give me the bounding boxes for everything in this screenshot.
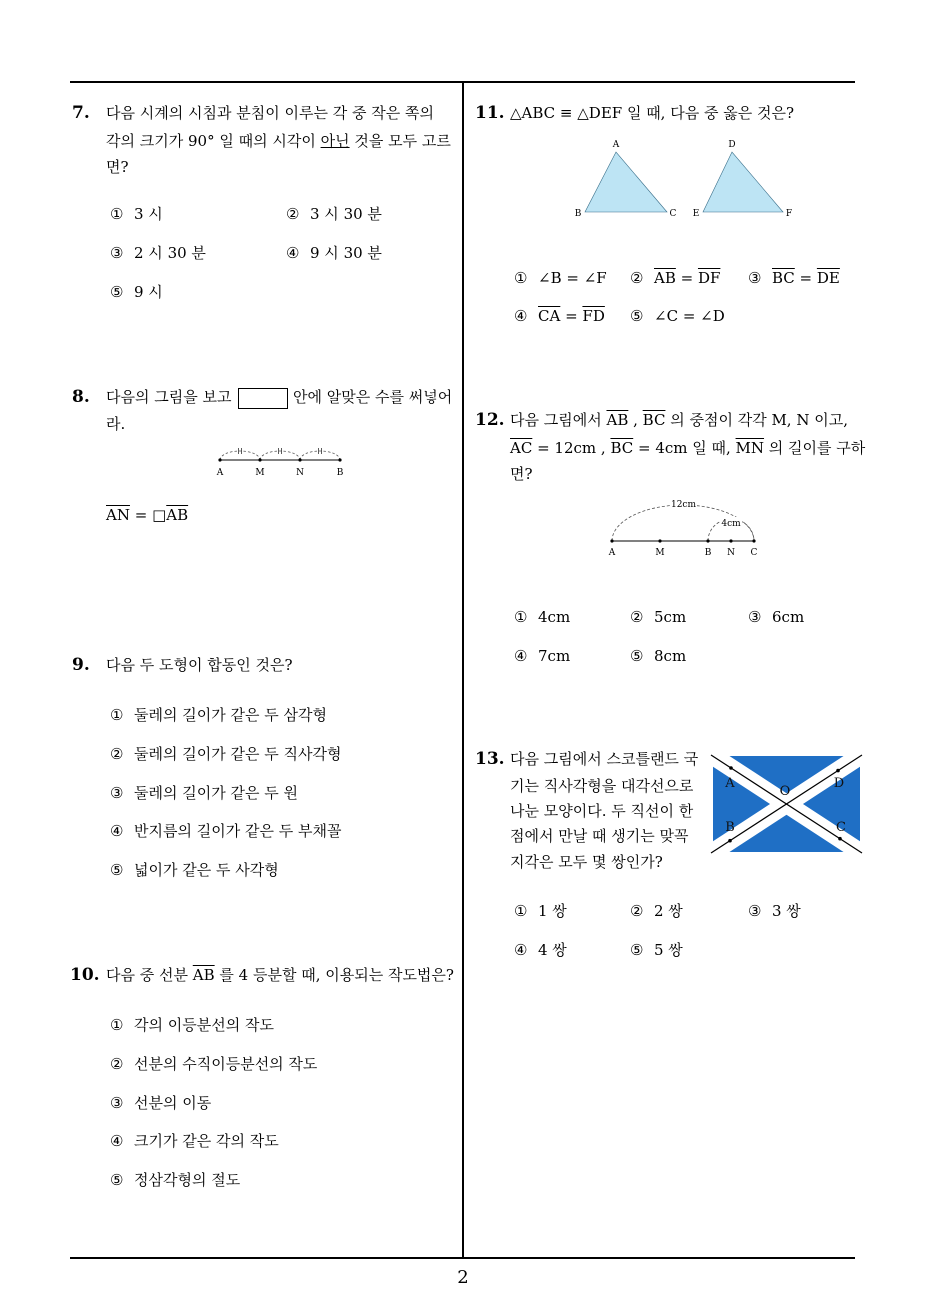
- q13-option-5: [630, 940, 683, 960]
- q13-stem-line-1: 다음 그림에서 스코틀랜드 국: [510, 750, 699, 768]
- q11-option-2-segment-1: $\overline{AB}$: [654, 269, 676, 287]
- q7-option-2-mark: ②: [286, 205, 300, 223]
- q7-option-3: [110, 243, 206, 263]
- q11-option-4-mark: ④: [514, 307, 528, 325]
- q11-option-1-text: ∠B = ∠F: [538, 269, 607, 287]
- q12-option-2: [630, 607, 686, 627]
- q11-option-2-segment-2: $\overline{DF}$: [697, 269, 721, 287]
- q7-option-1: [110, 204, 163, 224]
- q13-option-3: [748, 901, 801, 921]
- q8-stem-line-1-start: 다음의 그림을 보고: [106, 388, 232, 406]
- q10-option-3: [110, 1093, 211, 1113]
- q9-option-5-mark: ⑤: [110, 861, 124, 879]
- q13-option-4-text: 4 쌍: [538, 941, 567, 959]
- q9-option-4: [110, 821, 341, 841]
- q10-option-2-text: 선분의 수직이등분선의 작도: [134, 1055, 318, 1073]
- q11-option-4: [514, 306, 605, 326]
- q11-stem: △ABC ≡ △DEF 일 때, 다음 중 옳은 것은?: [510, 104, 794, 122]
- q11-label-b: B: [574, 209, 582, 219]
- q7-option-1-text: 3 시: [134, 205, 163, 223]
- q11-label-c: C: [669, 209, 677, 219]
- q8-blank-box: [238, 388, 288, 409]
- q8-point-m: [258, 458, 261, 461]
- q8-point-b: [338, 458, 341, 461]
- q7-option-5: [110, 282, 163, 302]
- q12-line-2-end: 의 길이를 구하: [764, 439, 866, 457]
- q8-label-b: B: [336, 468, 344, 478]
- q8-stem-line-2: 라.: [106, 415, 126, 433]
- q7-stem-line-2-end: 것을 모두 고르: [349, 132, 451, 150]
- q9-option-3: [110, 783, 298, 803]
- q7-option-2: [286, 204, 382, 224]
- q12-line-1-segment-ab: $\overline{AB}$: [606, 411, 629, 429]
- q12-option-3: [748, 607, 804, 627]
- q10-option-5-text: 정삼각형의 절도: [134, 1171, 241, 1189]
- q7-option-5-text: 9 시: [134, 283, 163, 301]
- q10-number: 10.: [70, 965, 100, 985]
- q11-option-5: [630, 306, 725, 326]
- q8-arc-mn: [260, 451, 300, 460]
- q13-label-o: O: [779, 784, 791, 799]
- q11-label-a: A: [612, 140, 620, 150]
- q12-stem-line-3: 면?: [510, 465, 533, 483]
- q13-stem-line-5: 지각은 모두 몇 쌍인가?: [510, 853, 663, 871]
- q11-option-3-mark: ③: [748, 269, 762, 287]
- q10-option-4-mark: ④: [110, 1132, 124, 1150]
- q12-line-1-comma: ,: [628, 411, 643, 429]
- q7-option-3-text: 2 시 30 분: [134, 244, 206, 262]
- q12-point-b: [706, 539, 709, 542]
- q13-label-d: D: [833, 776, 845, 791]
- q9-option-1: [110, 705, 327, 725]
- q11-triangle-def: [703, 152, 783, 212]
- q12-option-1-mark: ①: [514, 608, 528, 626]
- q11-option-4-segment-1: $\overline{CA}$: [538, 307, 561, 325]
- q11-option-2-mark: ②: [630, 269, 644, 287]
- q9-option-3-text: 둘레의 길이가 같은 두 원: [134, 784, 298, 802]
- q13-option-1-text: 1 쌍: [538, 902, 567, 920]
- q12-option-5: [630, 646, 686, 666]
- q10-option-1-mark: ①: [110, 1016, 124, 1034]
- q12-stem-line-2: [510, 438, 865, 458]
- q8-answer-segment-an: $\overline{AN}$: [106, 506, 130, 524]
- q12-segment-figure: [600, 495, 770, 560]
- q9-option-4-text: 반지름의 길이가 같은 두 부채꼴: [134, 822, 342, 840]
- q13-option-1-mark: ①: [514, 902, 528, 920]
- q12-point-m: [658, 539, 661, 542]
- q13-label-b: B: [725, 820, 735, 835]
- q13-option-5-text: 5 쌍: [654, 941, 683, 959]
- q10-option-1: [110, 1015, 274, 1035]
- q12-stem-line-1: [510, 410, 848, 430]
- q12-line-2-ac-length: = 12cm ,: [532, 439, 611, 457]
- q8-label-a: A: [216, 468, 224, 478]
- q12-option-4-text: 7cm: [538, 647, 571, 665]
- q7-stem-line-2-start: 각의 크기가 90° 일 때의 시각이: [106, 132, 321, 150]
- page-number: 2: [457, 1267, 469, 1288]
- q13-label-c: C: [836, 820, 846, 835]
- q12-option-5-mark: ⑤: [630, 647, 644, 665]
- q7-option-1-mark: ①: [110, 205, 124, 223]
- q7-option-3-mark: ③: [110, 244, 124, 262]
- q12-option-5-text: 8cm: [654, 647, 687, 665]
- q11-label-d: D: [728, 140, 736, 150]
- q8-answer-equals-box: = □: [129, 506, 167, 524]
- q11-number: 11.: [475, 103, 505, 123]
- q11-option-1-mark: ①: [514, 269, 528, 287]
- q13-number: 13.: [475, 749, 505, 769]
- q10-option-5-mark: ⑤: [110, 1171, 124, 1189]
- q9-option-5-text: 넓이가 같은 두 사각형: [134, 861, 279, 879]
- q12-label-a: A: [608, 548, 616, 558]
- q10-option-2: [110, 1054, 317, 1074]
- q12-option-2-mark: ②: [630, 608, 644, 626]
- q7-stem-line-2: [106, 131, 451, 151]
- q13-option-1: [514, 901, 567, 921]
- q12-point-a: [610, 539, 613, 542]
- q8-answer-segment-ab: $\overline{AB}$: [166, 506, 189, 524]
- q11-option-4-equals: =: [560, 307, 583, 325]
- q13-point-a: [729, 766, 733, 770]
- q7-underlined-word: 아닌: [320, 132, 350, 150]
- q7-option-5-mark: ⑤: [110, 283, 124, 301]
- q13-stem-line-3: 나눈 모양이다. 두 직선이 한: [510, 802, 694, 820]
- q10-option-4-text: 크기가 같은 각의 작도: [134, 1132, 279, 1150]
- q9-option-1-text: 둘레의 길이가 같은 두 삼각형: [134, 706, 327, 724]
- q13-scotland-flag-figure: [705, 750, 867, 858]
- q8-arc-nb: [300, 451, 340, 460]
- q8-answer-expression: [106, 505, 188, 525]
- q13-option-4-mark: ④: [514, 941, 528, 959]
- q11-option-3: [748, 268, 840, 288]
- q7-option-4-mark: ④: [286, 244, 300, 262]
- q11-option-5-mark: ⑤: [630, 307, 644, 325]
- q10-stem-segment-ab: $\overline{AB}$: [192, 966, 215, 984]
- q12-point-c: [752, 539, 755, 542]
- q9-number: 9.: [72, 655, 90, 675]
- q13-option-2-mark: ②: [630, 902, 644, 920]
- q13-label-a: A: [725, 776, 735, 791]
- q9-stem: 다음 두 도형이 합동인 것은?: [106, 656, 293, 674]
- q11-option-4-segment-2: $\overline{FD}$: [582, 307, 605, 325]
- q11-option-3-equals: =: [794, 269, 817, 287]
- q12-arc-bc-label: 4cm: [721, 519, 741, 529]
- q7-stem-line-1: 다음 시계의 시침과 분침이 이루는 각 중 작은 쪽의: [106, 104, 434, 122]
- q10-stem-start: 다음 중 선분: [106, 966, 193, 984]
- q11-option-2-equals: =: [675, 269, 698, 287]
- q13-stem-line-4: 점에서 만날 때 생기는 맞꼭: [510, 827, 689, 845]
- q12-line-1-start: 다음 그림에서: [510, 411, 607, 429]
- q11-triangle-abc: [585, 152, 667, 212]
- q12-label-m: M: [655, 548, 665, 558]
- q9-option-5: [110, 860, 279, 880]
- q8-arc-am: [220, 451, 260, 460]
- q12-line-2-segment-ac: $\overline{AC}$: [510, 439, 533, 457]
- q13-stem-line-2: 기는 직사각형을 대각선으로: [510, 777, 694, 795]
- q12-option-3-text: 6cm: [772, 608, 805, 626]
- q12-label-c: C: [750, 548, 758, 558]
- q11-triangles-figure: [570, 135, 800, 225]
- q13-point-c: [838, 837, 842, 841]
- q10-option-3-text: 선분의 이동: [134, 1094, 212, 1112]
- q13-option-5-mark: ⑤: [630, 941, 644, 959]
- q7-option-4-text: 9 시 30 분: [310, 244, 382, 262]
- q8-segment-figure: [210, 440, 350, 480]
- q8-point-n: [298, 458, 301, 461]
- q8-point-a: [218, 458, 221, 461]
- q13-option-3-mark: ③: [748, 902, 762, 920]
- q13-option-2-text: 2 쌍: [654, 902, 683, 920]
- q12-arc-ac-label: 12cm: [670, 500, 697, 510]
- q12-option-1: [514, 607, 570, 627]
- q7-option-2-text: 3 시 30 분: [310, 205, 382, 223]
- q13-option-4: [514, 940, 567, 960]
- q9-option-2: [110, 744, 341, 764]
- q12-line-1-segment-bc: $\overline{BC}$: [642, 411, 666, 429]
- q9-option-4-mark: ④: [110, 822, 124, 840]
- q12-option-4: [514, 646, 570, 666]
- q12-label-b: B: [704, 548, 712, 558]
- q10-stem-end: 를 4 등분할 때, 이용되는 작도법은?: [214, 966, 454, 984]
- q11-option-5-text: ∠C = ∠D: [654, 307, 725, 325]
- q8-stem-line-1-end: 안에 알맞은 수를 써넣어: [293, 388, 453, 406]
- q9-option-1-mark: ①: [110, 706, 124, 724]
- q12-line-2-segment-mn: $\overline{MN}$: [735, 439, 765, 457]
- column-divider: [462, 82, 464, 1258]
- q9-option-3-mark: ③: [110, 784, 124, 802]
- q12-option-4-mark: ④: [514, 647, 528, 665]
- q12-line-2-bc-length: = 4cm 일 때,: [633, 439, 736, 457]
- q10-option-3-mark: ③: [110, 1094, 124, 1112]
- q11-option-1: [514, 268, 607, 288]
- q10-option-2-mark: ②: [110, 1055, 124, 1073]
- q12-option-2-text: 5cm: [654, 608, 687, 626]
- q7-option-4: [286, 243, 382, 263]
- q12-number: 12.: [475, 410, 505, 430]
- q11-label-f: F: [785, 209, 793, 219]
- q12-point-n: [729, 539, 732, 542]
- q8-number: 8.: [72, 387, 90, 407]
- q11-option-2: [630, 268, 720, 288]
- q7-stem-line-3: 면?: [106, 158, 129, 176]
- q12-line-1-end: 의 중점이 각각 M, N 이고,: [665, 411, 848, 429]
- q12-option-1-text: 4cm: [538, 608, 571, 626]
- q11-label-e: E: [692, 209, 700, 219]
- q9-option-2-text: 둘레의 길이가 같은 두 직사각형: [134, 745, 342, 763]
- q10-option-1-text: 각의 이등분선의 작도: [134, 1016, 274, 1034]
- q12-label-n: N: [727, 548, 735, 558]
- q8-label-m: M: [255, 468, 265, 478]
- q10-option-4: [110, 1131, 279, 1151]
- q10-stem: [106, 965, 454, 985]
- q13-point-b: [728, 839, 732, 843]
- q12-line-2-segment-bc: $\overline{BC}$: [610, 439, 634, 457]
- q13-point-d: [836, 769, 840, 773]
- q11-option-3-segment-2: $\overline{DE}$: [816, 269, 840, 287]
- q9-option-2-mark: ②: [110, 745, 124, 763]
- q8-label-n: N: [296, 468, 304, 478]
- q11-option-3-segment-1: $\overline{BC}$: [772, 269, 795, 287]
- q7-number: 7.: [72, 103, 90, 123]
- q12-option-3-mark: ③: [748, 608, 762, 626]
- q13-option-3-text: 3 쌍: [772, 902, 801, 920]
- q13-option-2: [630, 901, 683, 921]
- q10-option-5: [110, 1170, 240, 1190]
